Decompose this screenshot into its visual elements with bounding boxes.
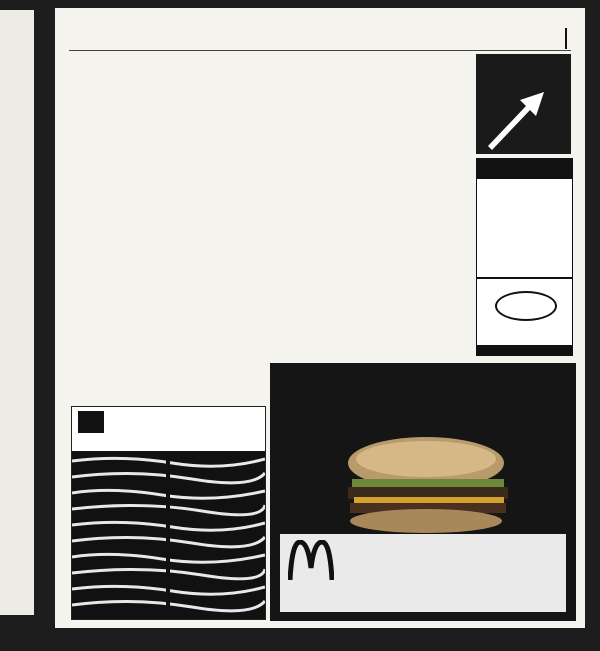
newspaper-page	[55, 8, 585, 628]
page-number	[565, 28, 571, 49]
skateboard-pattern-image	[72, 451, 265, 619]
liberty-hall-logo	[495, 291, 557, 321]
golden-arches-logo	[288, 540, 334, 580]
white-chocolate-logo	[78, 411, 104, 433]
arrow-icon	[476, 54, 571, 154]
liberty-hall-ad[interactable]	[476, 158, 573, 356]
header-rule	[69, 50, 571, 51]
white-chocolate-ad[interactable]	[71, 406, 266, 620]
liberty-hall-website[interactable]	[477, 345, 572, 355]
cult-label	[477, 277, 572, 279]
mcdonalds-ad[interactable]	[270, 363, 576, 621]
previous-page-edge	[0, 10, 34, 615]
section-header	[563, 28, 571, 50]
cult-section	[477, 277, 572, 279]
liberty-hall-header	[477, 159, 572, 179]
joes-bakery-ad[interactable]	[375, 314, 475, 354]
white-chocolate-header	[72, 407, 265, 449]
mcdonalds-offer-panel	[280, 534, 566, 612]
post-comments-box[interactable]	[476, 54, 571, 154]
burger-image	[338, 433, 514, 533]
